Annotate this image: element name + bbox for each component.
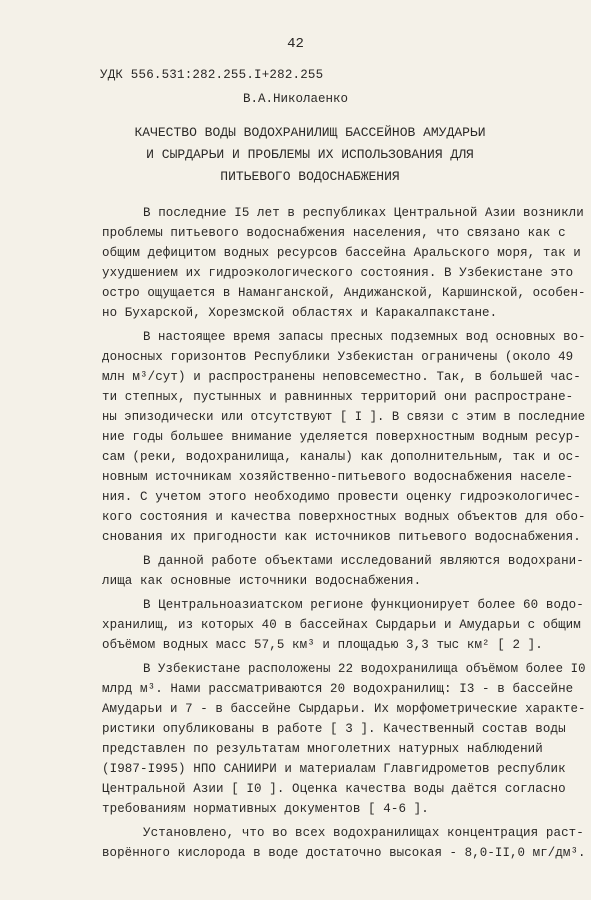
body-line: ворённого кислорода в воде достаточно высокая - 8,0-II,0 мг/дм³. [102,846,586,860]
body-line: В Центральноазиатском регионе функционирует более 60 водо- [143,598,584,612]
body-line: хранилищ, из которых 40 в бассейнах Сырдарьи и Амударьи с общим [102,618,581,632]
body-line: ристики опубликованы в работе [ 3 ]. Качественный состав воды [102,722,566,736]
body-line: Установлено, что во всех водохранилищах концентрация раст- [143,826,584,840]
body-line: объёмом водных масс 57,5 км³ и площадью 3,3 тыс км² [ 2 ]. [102,638,543,652]
body-line: млрд м³. Нами рассматриваются 20 водохранилищ: I3 - в бассейне [102,682,574,696]
title-line: ПИТЬЕВОГО ВОДОСНАБЖЕНИЯ [220,169,400,184]
body-line: Центральной Азии [ I0 ]. Оценка качества воды даётся согласно [102,782,566,796]
body-line: общим дефицитом водных ресурсов бассейна Аральского моря, так и [102,246,581,260]
body-line: представлен по результатам многолетних натурных наблюдений [102,742,543,756]
title-line: КАЧЕСТВО ВОДЫ ВОДОХРАНИЛИЩ БАССЕЙНОВ АМУДАРЬИ [134,125,486,140]
body-line: доносных горизонтов Республики Узбекистан ограничены (около 49 [102,350,574,364]
body-line: (I987-I995) НПО САНИИРИ и материалам Главгидрометов республик [102,762,566,776]
page-number: 42 [287,36,304,52]
body-line: ны эпизодически или отсутствуют [ I ]. В связи с этим в последние [102,410,586,424]
body-line: ния. С учетом этого необходимо провести оценку гидроэкологичес- [102,490,581,504]
body-line: В Узбекистане расположены 22 водохранилища объёмом более I0 [143,662,586,676]
body-line: Амударьи и 7 - в бассейне Сырдарьи. Их морфометрические характе- [102,702,586,716]
body-line: В последние I5 лет в республиках Центральной Азии возникли [143,206,584,220]
body-line: В данной работе объектами исследований являются водохрани- [143,554,584,568]
body-line: лища как основные источники водоснабжения. [102,574,422,588]
body-line: млн м³/сут) и распространены неповсеместно. Так, в большей час- [102,370,581,384]
udc-code: УДК 556.531:282.255.I+282.255 [100,68,324,82]
body-line: новным источникам хозяйственно-питьевого водоснабжения населе- [102,470,574,484]
body-line: ти степных, пустынных и равнинных территорий они распростране- [102,390,574,404]
body-line: требованиям нормативных документов [ 4-6 ]. [102,802,429,816]
body-line: сам (реки, водохранилища, каналы) как дополнительным, так и ос- [102,450,581,464]
body-line: ние годы большее внимание уделяется поверхностным водным ресур- [102,430,581,444]
article-title [80,122,540,188]
title-line: И СЫРДАРЬИ И ПРОБЛЕМЫ ИХ ИСПОЛЬЗОВАНИЯ ДЛЯ [146,147,474,162]
body-line: В настоящее время запасы пресных подземных вод основных во- [143,330,586,344]
body-line: но Бухарской, Хорезмской областях и Каракалпакстане. [102,306,498,320]
body-line: проблемы питьевого водоснабжения населения, что связано как с [102,226,566,240]
author-name: В.А.Николаенко [242,92,349,106]
body-line: ухудшением их гидроэкологического состояния. В Узбекистане это [102,266,574,280]
body-line: снования их пригодности как источников питьевого водоснабжения. [102,530,581,544]
body-line: остро ощущается в Наманганской, Андижанской, Каршинской, особен- [102,286,586,300]
body-line: кого состояния и качества поверхностных водных объектов для обо- [102,510,586,524]
